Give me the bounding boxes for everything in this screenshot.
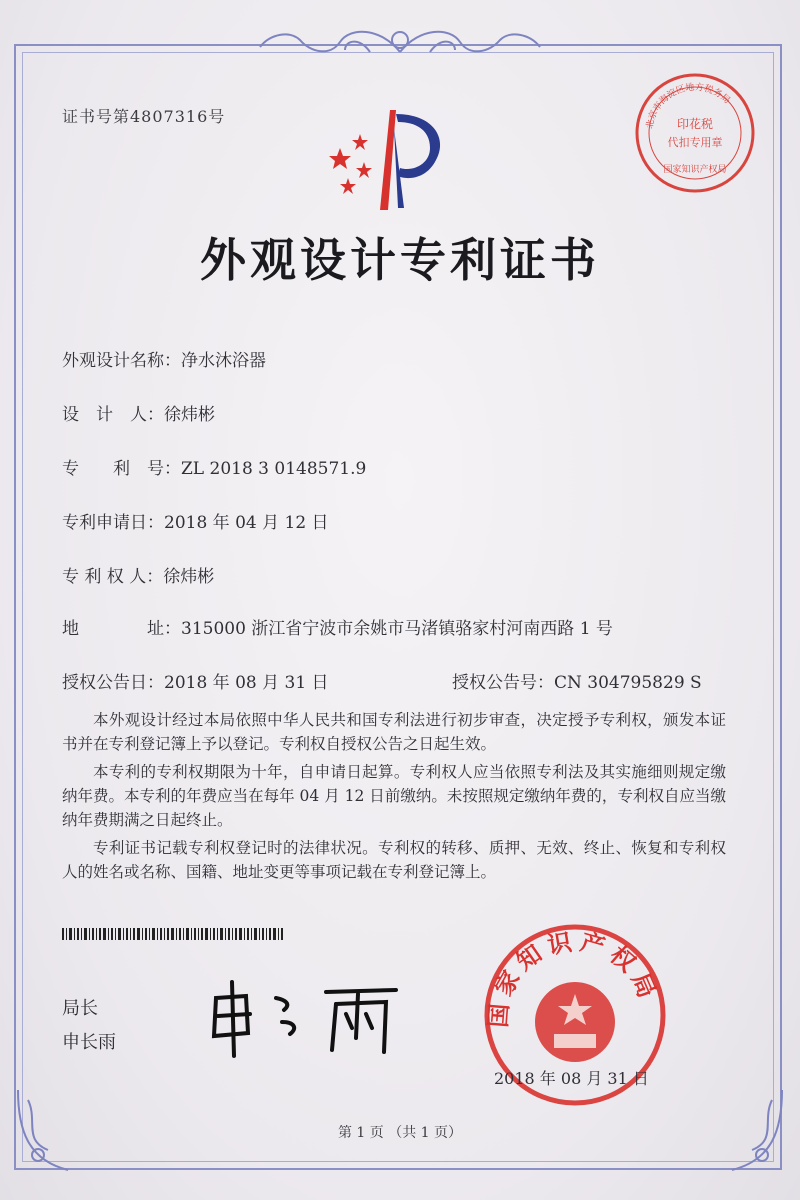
handwritten-signature xyxy=(206,978,406,1058)
tax-seal-line1: 印花税 xyxy=(676,117,714,131)
field-label: 专 利 号： xyxy=(62,459,181,479)
page-footer: 第 1 页 （共 1 页） xyxy=(337,1125,463,1141)
seal-ring-text: 国家知识产权局 xyxy=(484,927,664,1029)
field-designer xyxy=(62,400,215,425)
field-value: 徐炜彬 xyxy=(164,405,215,425)
field-patent-number xyxy=(62,454,366,479)
field-value: ZL 2018 3 0148571.9 xyxy=(181,459,367,479)
field-value: 徐炜彬 xyxy=(163,567,215,587)
certificate-number: 证书号第4807316号 xyxy=(62,107,226,126)
field-publication-number xyxy=(452,668,702,693)
field-design-name xyxy=(62,346,266,371)
field-value: 2018 年 04 月 12 日 xyxy=(164,513,329,533)
tax-seal-bottom: 国家知识产权局 xyxy=(663,165,727,175)
body-paragraph: 本专利的专利权期限为十年，自申请日起算。专利权人应当依照专利法及其实施细则规定缴纳年费。本专利的年费应当在每年 04 月 12 日前缴纳。未按照规定缴纳年费的，专利权自应当缴纳年费期满之日起终止。 xyxy=(62,763,726,829)
cnipa-logo xyxy=(318,108,458,213)
field-value: 净水沐浴器 xyxy=(181,351,266,371)
field-label: 地 址： xyxy=(62,619,181,639)
field-value: CN 304795829 S xyxy=(554,673,702,693)
star-icon xyxy=(356,162,372,178)
field-label: 专 利 权 人： xyxy=(62,567,164,587)
seal-date: 2018 年 08 月 31 日 xyxy=(494,1069,649,1088)
signatory-name: 申长雨 xyxy=(62,1032,116,1053)
field-label: 专利申请日： xyxy=(62,513,164,533)
body-paragraph: 本外观设计经过本局依照中华人民共和国专利法进行初步审查，决定授予专利权，颁发本证书并在专利登记簿上予以登记。专利权自授权公告之日起生效。 xyxy=(62,711,726,753)
certificate-body xyxy=(62,708,726,888)
star-icon xyxy=(352,134,368,150)
star-icon xyxy=(329,148,351,169)
star-icon xyxy=(340,178,356,194)
field-label: 授权公告号： xyxy=(452,673,554,693)
field-publication-date xyxy=(62,668,329,693)
field-label: 设 计 人： xyxy=(62,405,164,425)
signatory-title: 局长 xyxy=(62,998,98,1019)
barcode xyxy=(62,928,284,940)
tax-seal-ring-text: 北京市海淀区地方税务局 xyxy=(645,82,732,130)
field-address xyxy=(62,614,613,639)
certificate-title: 外观设计专利证书 xyxy=(200,233,600,287)
field-application-date xyxy=(62,508,329,533)
body-paragraph: 专利证书记载专利权登记时的法律状况。专利权的转移、质押、无效、终止、恢复和专利权人的姓名或名称、国籍、地址变更等事项记载在专利登记簿上。 xyxy=(62,839,726,881)
tax-seal-line2: 代扣专用章 xyxy=(667,136,723,149)
field-value: 2018 年 08 月 31 日 xyxy=(164,673,329,693)
field-label: 授权公告日： xyxy=(62,673,164,693)
field-patentee xyxy=(62,562,214,587)
field-label: 外观设计名称： xyxy=(62,351,181,371)
tax-seal xyxy=(632,70,758,196)
field-value: 315000 浙江省宁波市余姚市马渚镇骆家村河南西路 1 号 xyxy=(181,619,613,639)
top-ornament xyxy=(250,22,550,62)
